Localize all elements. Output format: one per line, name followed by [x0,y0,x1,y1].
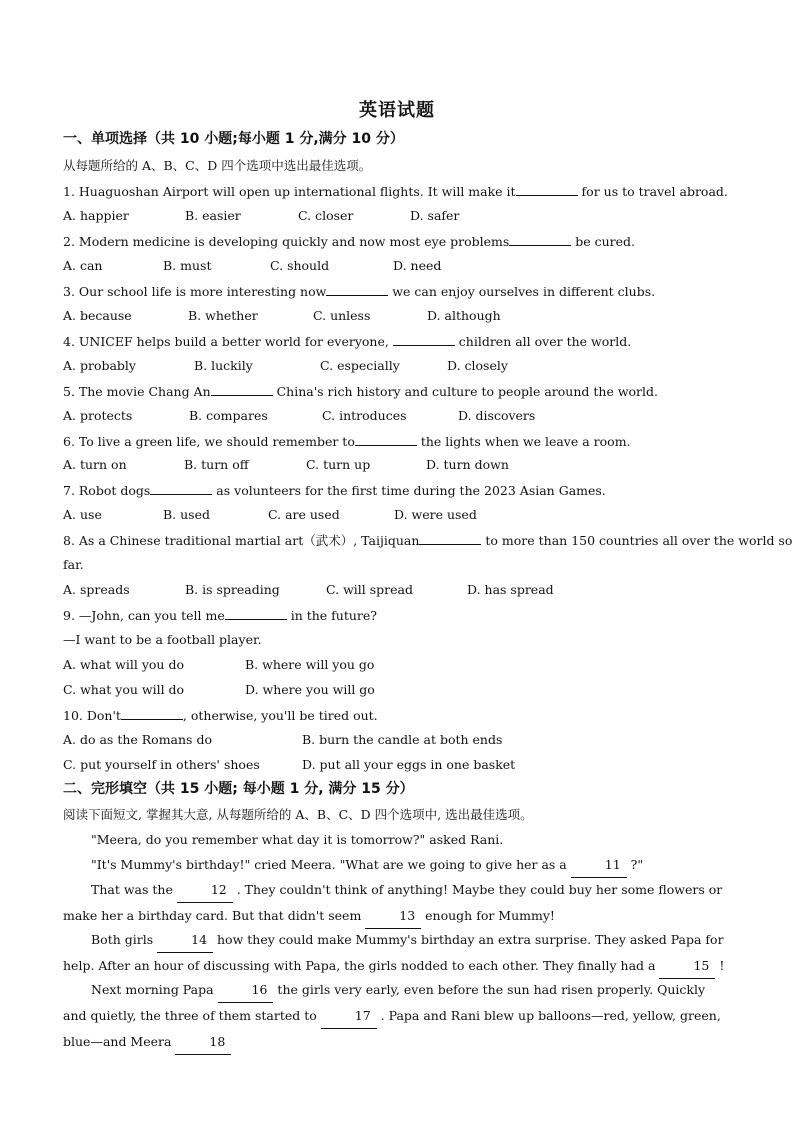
question-text: children all over the world. [454,334,632,349]
option-d: D. turn down [426,457,509,472]
passage-paragraph-4 [63,927,727,979]
answer-blank [419,532,481,545]
passage-text: . They couldn't think of anything! Maybe they could buy her some flowers or make her a birthday card. But that didn't seem [63,882,723,923]
option-d: D. put all your eggs in one basket [302,757,516,772]
answer-blank [326,283,388,296]
passage-paragraph-2 [63,852,727,878]
option-b: B. luckily [194,358,253,373]
option-d: D. need [393,258,442,273]
option-b: B. where will you go [245,657,375,672]
question-5 [63,383,658,400]
question-text: 2. Modern medicine is developing quickly and now most eye problems [63,234,510,249]
option-a: A. can [63,258,103,273]
option-c: C. put yourself in others' shoes [63,757,260,772]
passage-text: "It's Mummy's birthday!" cried Meera. "What are we going to give her as a [91,857,571,872]
answer-blank [355,433,417,446]
answer-blank [393,333,455,346]
question-8 [63,532,792,549]
question-8-continued: far. [63,557,84,572]
blank-number: 12 [177,877,233,903]
passage-text: ! [715,958,725,973]
question-text: 1. Huaguoshan Airport will open up international flights. It will make it [63,184,516,199]
option-b: B. compares [189,408,268,423]
option-c: C. unless [313,308,371,323]
question-text: 3. Our school life is more interesting now [63,284,327,299]
option-c: C. closer [298,208,354,223]
blank-number: 13 [365,903,421,929]
option-c: C. turn up [306,457,371,472]
option-d: D. were used [394,507,477,522]
question-text: 7. Robot dogs [63,483,151,498]
passage-text: enough for Mummy! [421,908,555,923]
question-6 [63,433,631,450]
passage-paragraph-5 [63,977,727,1055]
option-b: B. used [163,507,210,522]
option-b: B. burn the candle at both ends [302,732,503,747]
question-4 [63,333,631,350]
section1-instruction: 从每题所给的 A、B、C、D 四个选项中选出最佳选项。 [63,158,372,173]
option-d: D. closely [447,358,508,373]
answer-blank [509,233,571,246]
option-a: A. do as the Romans do [63,732,212,747]
option-c: C. should [270,258,330,273]
question-text: 4. UNICEF helps build a better world for everyone, [63,334,393,349]
section2-heading: 二、完形填空（共 15 小题; 每小题 1 分, 满分 15 分） [63,781,414,797]
passage-paragraph-3 [63,877,727,929]
passage-text: That was the [91,882,177,897]
question-9-reply: —I want to be a football player. [63,632,262,647]
question-1 [63,183,728,200]
answer-blank [121,707,183,720]
answer-blank [225,607,287,620]
option-b: B. whether [188,308,258,323]
question-3 [63,283,655,300]
option-c: C. introduces [322,408,407,423]
passage-text: Next morning Papa [91,982,218,997]
option-a: A. what will you do [63,657,184,672]
option-b: B. turn off [184,457,249,472]
option-a: A. turn on [63,457,127,472]
option-c: C. will spread [326,582,413,597]
option-c: C. especially [320,358,400,373]
passage-paragraph-1 [63,827,727,852]
passage-text: the girls very early, even before the sun had risen properly. Quickly and quietly, the three of them started to [63,982,706,1023]
answer-blank [516,183,578,196]
question-text: 9. —John, can you tell me [63,608,225,623]
option-d: D. safer [410,208,460,223]
blank-number: 11 [571,852,627,878]
question-text: 5. The movie Chang An [63,384,211,399]
blank-number: 16 [218,977,274,1003]
question-2 [63,233,635,250]
option-d: D. although [427,308,501,323]
option-b: B. must [163,258,212,273]
option-a: A. probably [63,358,136,373]
option-d: D. where you will go [245,682,375,697]
blank-number: 17 [321,1003,377,1029]
question-text: be cured. [571,234,636,249]
page-title: 英语试题 [359,100,435,121]
answer-blank [150,482,212,495]
blank-number: 18 [175,1029,231,1055]
passage-text: how they could make Mummy's birthday an extra surprise. They asked Papa for help. After an hour of discussing with Papa, the girls nodded to each other. They finally had a [63,932,724,973]
option-d: D. has spread [467,582,554,597]
question-text: in the future? [286,608,377,623]
question-text: 6. To live a green life, we should remember to [63,434,355,449]
section1-heading: 一、单项选择（共 10 小题;每小题 1 分,满分 10 分） [63,131,404,147]
option-d: D. discovers [458,408,536,423]
question-10 [63,707,378,724]
passage-text: ?" [626,857,644,872]
blank-number: 14 [157,927,213,953]
question-7 [63,482,606,499]
question-text: , otherwise, you'll be tired out. [182,708,378,723]
answer-blank [211,383,273,396]
question-text: to more than 150 countries all over the world so [481,533,793,548]
question-text: 8. As a Chinese traditional martial art（武术）, Taijiquan [63,533,420,548]
passage-text: "Meera, do you remember what day it is tomorrow?" asked Rani. [91,832,504,847]
question-text: for us to travel abroad. [577,184,728,199]
option-a: A. happier [63,208,129,223]
passage-text: Both girls [91,932,158,947]
question-text: as volunteers for the first time during the 2023 Asian Games. [212,483,606,498]
option-a: A. use [63,507,102,522]
question-text: the lights when we leave a room. [416,434,631,449]
option-b: B. is spreading [185,582,280,597]
passage-text: . Papa and Rani blew up balloons—red, yellow, green, blue—and Meera [63,1008,721,1049]
option-c: C. what you will do [63,682,185,697]
option-a: A. spreads [63,582,130,597]
section2-instruction: 阅读下面短文, 掌握其大意, 从每题所给的 A、B、C、D 四个选项中, 选出最佳选项。 [63,807,533,822]
question-text: 10. Don't [63,708,121,723]
blank-number: 15 [659,953,715,979]
question-text: China's rich history and culture to people around the world. [272,384,658,399]
question-text: we can enjoy ourselves in different clubs. [388,284,656,299]
option-a: A. because [63,308,132,323]
question-9 [63,607,377,624]
option-a: A. protects [63,408,133,423]
option-c: C. are used [268,507,340,522]
option-b: B. easier [185,208,241,223]
